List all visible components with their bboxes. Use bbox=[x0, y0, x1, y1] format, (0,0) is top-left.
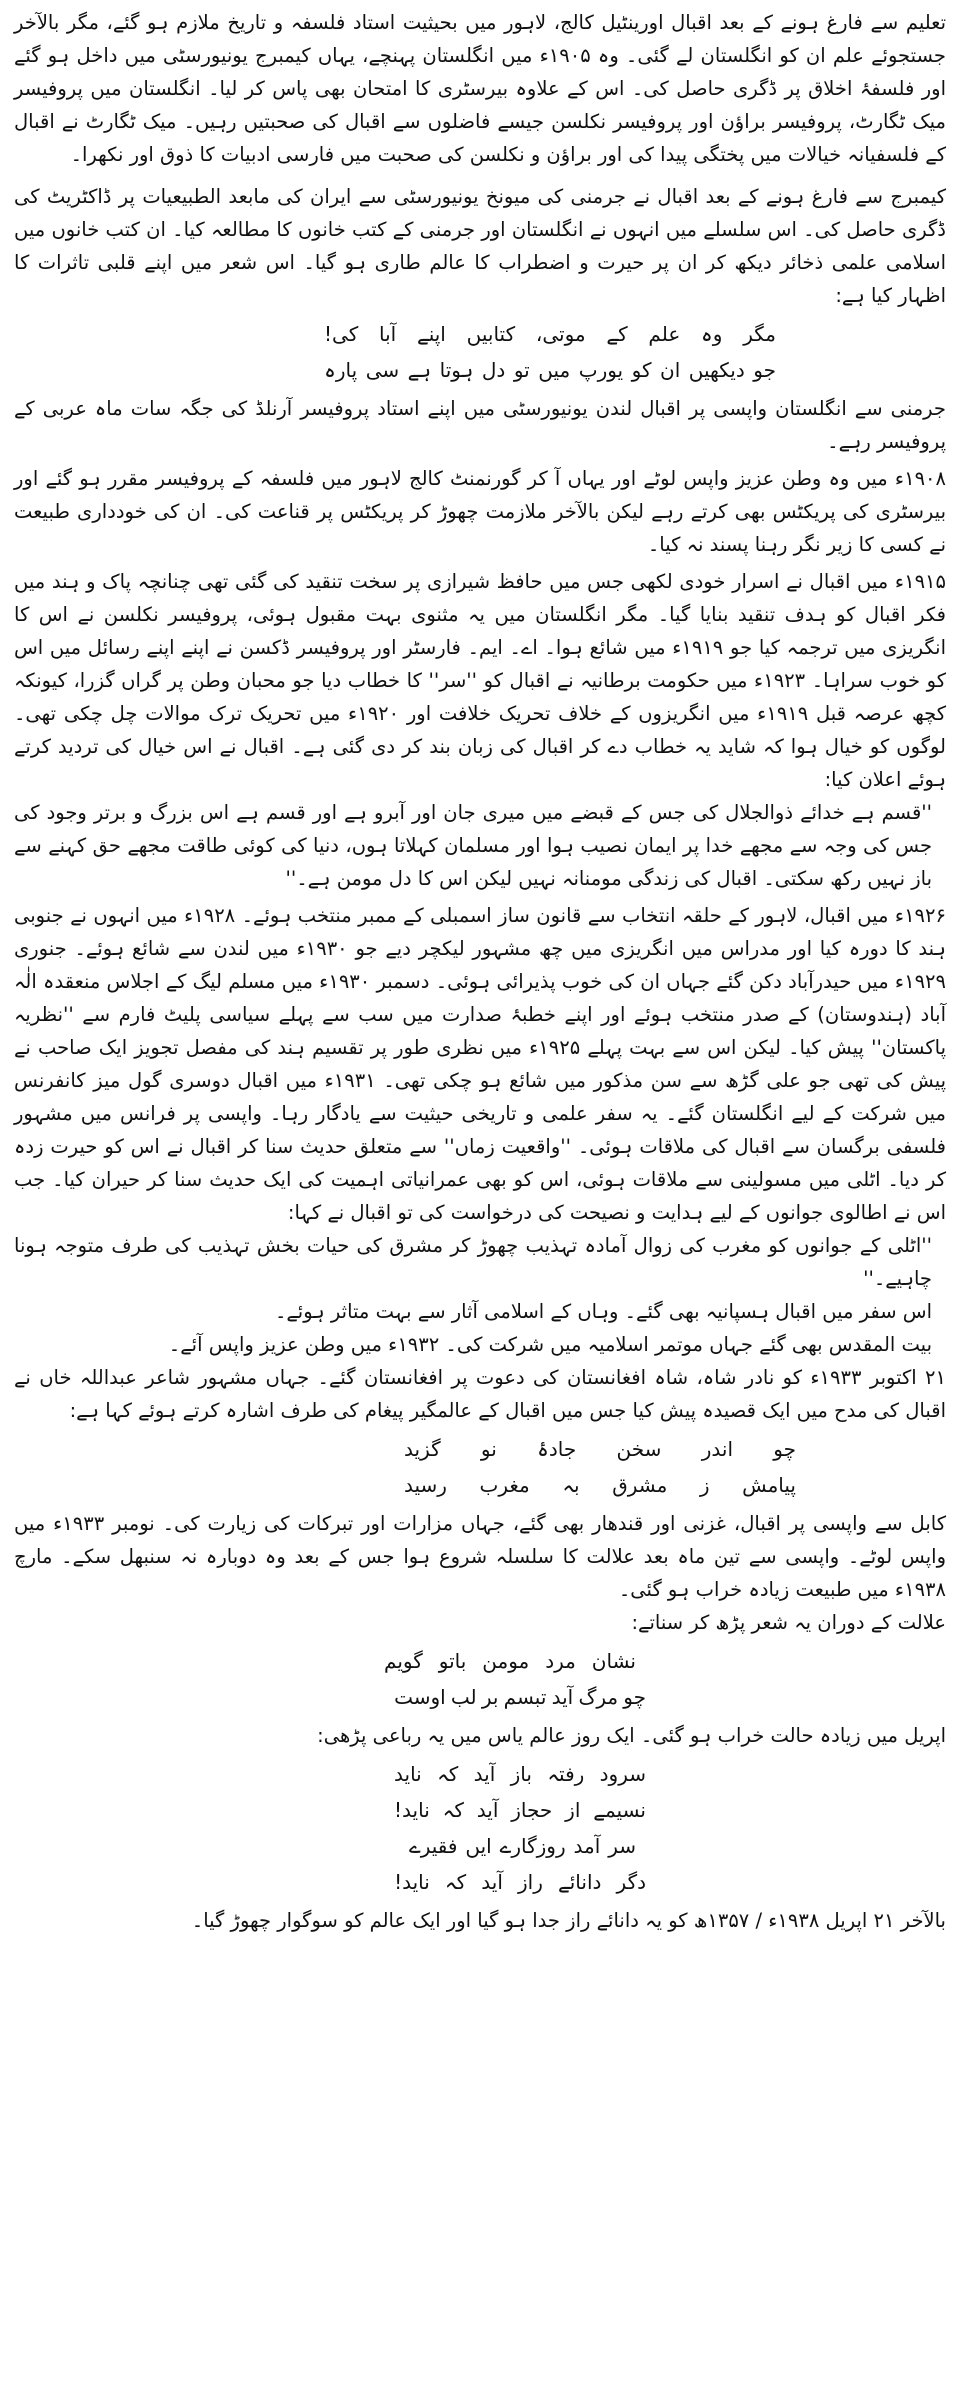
verse-word: اپنے bbox=[416, 322, 446, 346]
verse-word: ایں bbox=[465, 1834, 492, 1858]
verse-word: آید bbox=[551, 1685, 574, 1709]
rubai-last bbox=[14, 1756, 946, 1900]
verse-word: اندر bbox=[701, 1437, 733, 1461]
verse-word: کہ bbox=[437, 1762, 459, 1786]
verse-word: کہ bbox=[442, 1798, 464, 1822]
paragraph-germany-phd: کیمبرج سے فارغ ہونے کے بعد اقبال نے جرمنی کی میونخ یونیورسٹی سے ایران کی مابعد الطبیعیات پر ڈاکٹریٹ کی ڈگری حاصل کی۔ اس سلسلے میں انہوں نے انگلستان اور جرمنی کے کتب خانوں کا مطالعہ کیا۔ ان کتب خانوں میں اسلامی علمی ذخائر دیکھ کر ان پر حیرت و اضطراب کا عالم طاری ہو گیا۔ اس شعر میں اپنے قلبی تاثرات کا اظہار کیا ہے: bbox=[14, 185, 946, 307]
verse-word: حجاز bbox=[511, 1798, 553, 1822]
verse-word: دانائے bbox=[558, 1870, 602, 1894]
verse-line bbox=[14, 1679, 946, 1715]
verse-line bbox=[14, 352, 946, 388]
verse-word: اوست bbox=[394, 1685, 446, 1709]
paragraph-jerusalem: بیت المقدس بھی گئے جہاں موتمر اسلامیہ میں شرکت کی۔ ۱۹۳۲ء میں وطن عزیز واپس آئے۔ bbox=[168, 1333, 932, 1356]
verse-word: راز bbox=[518, 1870, 543, 1894]
quote-italian-youth: ''اٹلی کے جوانوں کو مغرب کی زوال آمادہ تہذیب چھوڑ کر مشرق کی حیات بخش تہذیب کی طرف متوجہ ہونا چاہیے۔'' bbox=[14, 1234, 932, 1290]
quote-oath: ''قسم ہے خدائے ذوالجلال کی جس کے قبضے میں میری جان اور آبرو ہے اور قسم ہے اس بزرگ و برتر وجود کی جس کی وجہ سے مجھے خدا پر ایمان نصیب ہوا اور مسلمان کہلاتا ہوں، دنیا کی کوئی طاقت مجھے حق کہنے سے باز نہیں رکھ سکتی۔ اقبال کی زندگی مومنانہ نہیں لیکن اس کا دل مومن ہے۔'' bbox=[14, 801, 932, 890]
paragraph-politics-travels: ۱۹۲۶ء میں اقبال، لاہور کے حلقہ انتخاب سے قانون ساز اسمبلی کے ممبر منتخب ہوئے۔ ۱۹۲۸ء میں انہوں نے جنوبی ہند کا دورہ کیا اور مدراس میں انگریزی میں چھ مشہور لیکچر دیے جو ۱۹۳۰ء میں لندن سے شائع ہوئے۔ جنوری ۱۹۲۹ء میں حیدرآباد دکن گئے جہاں ان کی خوب پذیرائی ہوئی۔ دسمبر ۱۹۳۰ء میں مسلم لیگ کے اجلاس منعقدہ الٰہ آباد (ہندوستان) کے صدر منتخب ہوئے اور اپنے خطبۂ صدارت میں سب سے پہلے سیاسی پلیٹ فارم سے ''نظریہ پاکستان'' پیش کیا۔ لیکن اس سے بہت پہلے ۱۹۲۵ء میں نظری طور پر تقسیم ہند کی مفصل تجویز ایک صاحب نے پیش کی تھی جو علی گڑھ سے سن مذکور میں شائع ہو چکی تھی۔ ۱۹۳۱ء میں اقبال دوسری گول میز کانفرنس میں شرکت کے لیے انگلستان گئے۔ یہ سفر علمی و تاریخی حیثیت سے یادگار رہا۔ واپسی پر فرانس میں مشہور فلسفی برگسان سے اقبال کی ملاقات ہوئی۔ ''واقعیت زماں'' سے متعلق حدیث سنا کر اقبال نے اس کو حیرت زدہ کر دیا۔ اٹلی میں مسولینی سے ملاقات ہوئی، اس کو بھی عمرانیاتی اہمیت کی ایک حدیث سنا کر حیران کیا۔ جب اس نے اطالوی جوانوں کے لیے ہدایت و نصیحت کی درخواست کی تو اقبال نے کہا: bbox=[14, 904, 947, 1224]
verse-word: مرگ bbox=[578, 1685, 619, 1709]
verse-word: نشان bbox=[591, 1649, 636, 1673]
verse-line bbox=[14, 1792, 946, 1828]
verse-line bbox=[14, 316, 946, 352]
verse-word: وہ bbox=[701, 322, 723, 346]
verse-word: مومن bbox=[482, 1649, 530, 1673]
verse-word: ناید bbox=[394, 1762, 422, 1786]
verse-word: روزگارے bbox=[499, 1834, 566, 1858]
verse-word: باتو bbox=[438, 1649, 467, 1673]
verse-word: آبا bbox=[378, 322, 397, 346]
verse-word: تبسم bbox=[503, 1685, 547, 1709]
verse-word: باز bbox=[510, 1762, 532, 1786]
verse-word: ز bbox=[699, 1473, 710, 1497]
verse-word: مرد bbox=[545, 1649, 576, 1673]
couplet-qasida bbox=[14, 1431, 946, 1503]
paragraph-spain: اس سفر میں اقبال ہسپانیہ بھی گئے۔ وہاں کے اسلامی آثار سے بہت متاثر ہوئے۔ bbox=[274, 1300, 932, 1323]
verse-word: کی! bbox=[324, 322, 359, 346]
paragraph-return-1908: ۱۹۰۸ء میں وہ وطن عزیز واپس لوٹے اور یہاں آ کر گورنمنٹ کالج لاہور میں فلسفہ کے پروفیسر مقرر ہو گئے اور بیرسٹری کی پریکٹس بھی کرتے رہے لیکن بالآخر ملازمت چھوڑ کر پریکٹس پر قناعت کی۔ ان کی خودداری طبیعت نے کسی کا زیر نگر رہنا پسند نہ کیا۔ bbox=[14, 467, 946, 556]
couplet-mard-e-momin bbox=[14, 1643, 946, 1715]
paragraph-education-england: تعلیم سے فارغ ہونے کے بعد اقبال اورینٹیل کالج، لاہور میں بحیثیت استاد فلسفہ و تاریخ ملازم ہو گئے، مگر بالآخر جستجوئے علم ان کو انگلستان لے گئی۔ وہ ۱۹۰۵ء میں انگلستان پہنچے، یہاں کیمبرج یونیورسٹی میں داخل ہو گئے اور فلسفۂ اخلاق پر ڈگری حاصل کی۔ اس کے علاوہ بیرسٹری کا امتحان بھی پاس کر لیا۔ انگلستان میں پروفیسر میک ٹگارٹ، پروفیسر براؤن اور پروفیسر نکلسن جیسے فاضلوں سے اقبال کی صحبتیں رہیں۔ میک ٹگارٹ نے اقبال کے فلسفیانہ خیالات میں پختگی پیدا کی اور براؤن و نکلسن کی صحبت میں فارسی ادبیات کا ذوق اور نکھرا۔ bbox=[14, 11, 946, 166]
verse-word: کے bbox=[606, 322, 628, 346]
verse-word: مشرق bbox=[612, 1473, 668, 1497]
verse-word: پارہ bbox=[324, 358, 358, 382]
verse-word: جو bbox=[753, 358, 776, 382]
verse-word: علم bbox=[648, 322, 681, 346]
verse-word: پیامش bbox=[742, 1473, 796, 1497]
verse-line bbox=[14, 1828, 946, 1864]
paragraph-april-rubai: اپریل میں زیادہ حالت خراب ہو گئی۔ ایک روز عالم یاس میں یہ رباعی پڑھی: bbox=[317, 1724, 946, 1747]
paragraph-afghanistan: ۲۱ اکتوبر ۱۹۳۳ء کو نادر شاہ، شاہ افغانستان کی دعوت پر افغانستان گئے۔ جہاں مشہور شاعر عبداللہ خاں نے اقبال کی مدح میں ایک قصیدہ پیش کیا جس میں اقبال کے عالمگیر پیغام کی طرف اشارہ کرتے ہوئے کہا ہے: bbox=[14, 1366, 946, 1422]
verse-word: ان bbox=[660, 358, 681, 382]
verse-word: آید bbox=[476, 1798, 499, 1822]
verse-word: سی bbox=[365, 358, 400, 382]
couplet-pearls-of-knowledge bbox=[14, 316, 946, 388]
verse-line bbox=[14, 1643, 946, 1679]
verse-word: ناید! bbox=[394, 1798, 430, 1822]
verse-word: موتی، bbox=[535, 322, 586, 346]
verse-word: تو bbox=[513, 358, 530, 382]
verse-line bbox=[14, 1467, 946, 1503]
verse-word: کتابیں bbox=[466, 322, 516, 346]
verse-word: رفتہ bbox=[547, 1762, 585, 1786]
verse-line bbox=[14, 1864, 946, 1900]
verse-word: بر bbox=[481, 1685, 499, 1709]
verse-word: چو bbox=[773, 1437, 796, 1461]
paragraph-death: بالآخر ۲۱ اپریل ۱۹۳۸ء / ۱۳۵۷ھ کو یہ دانائے راز جدا ہو گیا اور ایک عالم کو سوگوار چھوڑ گیا۔ bbox=[191, 1909, 946, 1932]
verse-word: مغرب bbox=[479, 1473, 530, 1497]
verse-word: ہے bbox=[407, 358, 432, 382]
verse-word: لب bbox=[450, 1685, 477, 1709]
verse-word: آید bbox=[481, 1870, 503, 1894]
verse-word: دگر bbox=[616, 1870, 646, 1894]
verse-word: از bbox=[565, 1798, 581, 1822]
verse-line bbox=[14, 1756, 946, 1792]
verse-word: نو bbox=[480, 1437, 497, 1461]
verse-word: دل bbox=[481, 358, 506, 382]
verse-word: چو bbox=[623, 1685, 646, 1709]
verse-word: سرود bbox=[599, 1762, 646, 1786]
verse-word: مگر bbox=[743, 322, 776, 346]
verse-word: نسیمے bbox=[593, 1798, 646, 1822]
verse-word: یورپ bbox=[578, 358, 624, 382]
paragraph-recited-verse: علالت کے دوران یہ شعر پڑھ کر سناتے: bbox=[631, 1611, 946, 1634]
verse-word: کہ bbox=[444, 1870, 467, 1894]
verse-word: آمد bbox=[573, 1834, 601, 1858]
paragraph-london-professor: جرمنی سے انگلستان واپسی پر اقبال لندن یونیورسٹی میں اپنے استاد پروفیسر آرنلڈ کی جگہ سات ماہ عربی کے پروفیسر رہے۔ bbox=[14, 397, 946, 453]
paragraph-return-illness: کابل سے واپسی پر اقبال، غزنی اور قندھار بھی گئے، جہاں مزارات اور تبرکات کی زیارت کی۔ نومبر ۱۹۳۳ء میں واپس لوٹے۔ واپسی سے تین ماہ بعد علالت کا سلسلہ شروع ہوا جس کے بعد وہ دوبارہ نہ سنبھل سکے۔ مارچ ۱۹۳۸ء میں طبیعت زیادہ خراب ہو گئی۔ bbox=[14, 1512, 946, 1601]
verse-word: فقیرے bbox=[409, 1834, 458, 1858]
verse-word: آید bbox=[473, 1762, 496, 1786]
verse-word: جادۂ bbox=[537, 1437, 577, 1461]
verse-word: دیکھیں bbox=[688, 358, 745, 382]
verse-word: گویم bbox=[384, 1649, 423, 1673]
verse-line bbox=[14, 1431, 946, 1467]
verse-word: بہ bbox=[562, 1473, 580, 1497]
verse-word: ہوتا bbox=[439, 358, 474, 382]
paragraph-asrar-e-khudi: ۱۹۱۵ء میں اقبال نے اسرار خودی لکھی جس میں حافظ شیرازی پر سخت تنقید کی گئی تھی چنانچہ پاک و ہند میں فکر اقبال کو ہدف تنقید بنایا گیا۔ مگر انگلستان میں یہ مثنوی بہت مقبول ہوئی، پروفیسر نکلسن نے اس کا انگریزی میں ترجمہ کیا جو ۱۹۱۹ء میں شائع ہوا۔ اے۔ ایم۔ فارسٹر اور پروفیسر ڈکسن نے اپنے اپنے رسائل میں اس کو خوب سراہا۔ ۱۹۲۳ء میں حکومت برطانیہ نے اقبال کو ''سر'' کا خطاب دیا جو محبان وطن پر گراں گزرا، کیونکہ کچھ عرصہ قبل ۱۹۱۹ء میں انگریزوں کے خلاف تحریک خلافت اور ۱۹۲۰ء میں تحریک ترک موالات چل چکی تھی۔ لوگوں کو خیال ہوا کہ شاید یہ خطاب دے کر اقبال کی زبان بند کر دی گئی ہے۔ اقبال نے اس خیال کی تردید کرتے ہوئے اعلان کیا: bbox=[14, 570, 947, 791]
verse-word: سر bbox=[608, 1834, 636, 1858]
verse-word: سخن bbox=[616, 1437, 662, 1461]
verse-word: گزید bbox=[404, 1437, 441, 1461]
verse-word: میں bbox=[538, 358, 571, 382]
verse-word: کو bbox=[631, 358, 652, 382]
verse-word: رسید bbox=[404, 1473, 447, 1497]
verse-word: ناید! bbox=[394, 1870, 430, 1894]
